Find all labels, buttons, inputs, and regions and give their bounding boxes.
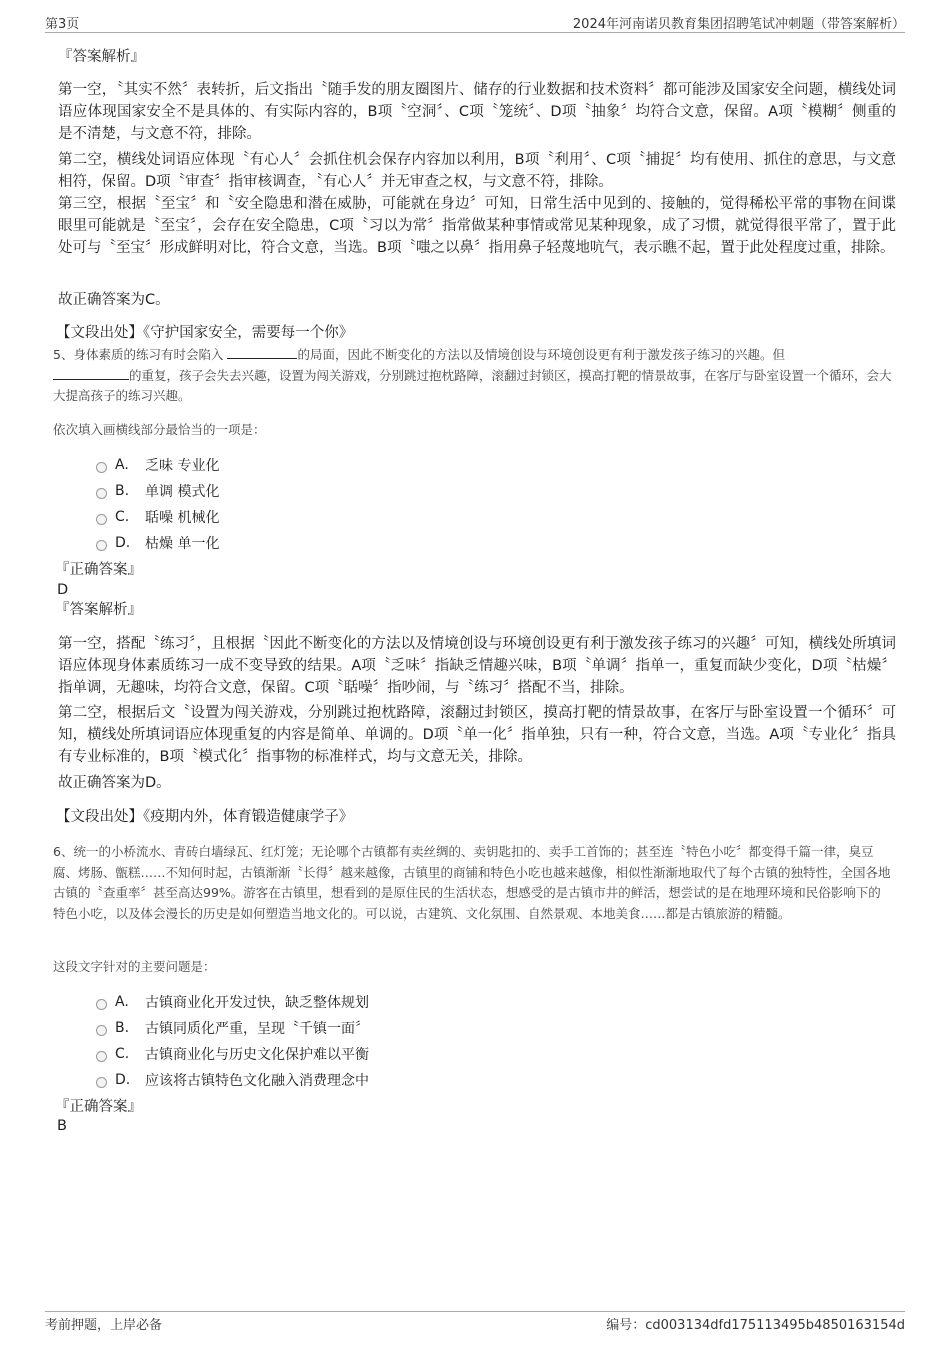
page-number: 第3页 (45, 17, 80, 32)
option-text: 古镇商业化与历史文化保护难以平衡 (145, 1047, 369, 1063)
footer-slogan: 考前押题，上岸必备 (45, 1318, 163, 1333)
option-text: 乏味 专业化 (145, 458, 220, 474)
option-letter: A. (115, 457, 129, 473)
option-d[interactable] (96, 533, 219, 553)
question-5-text (53, 345, 893, 407)
correct-answer: D (57, 582, 69, 598)
option-c[interactable] (96, 1044, 369, 1064)
question-text: 的重复，孩子会失去兴趣，设置为闯关游戏，分别跳过抱枕路障，滚翻过封锁区，摸高打靶的情景故事，在客厅与卧室设置一个循环，会大大提高孩子的练习兴趣。 (53, 367, 892, 403)
option-letter: D. (115, 535, 131, 551)
footer-divider (45, 1311, 905, 1312)
analysis-paragraph: 第二空，根据后文〝设置为闯关游戏，分别跳过抱枕路障，滚翻过封锁区，摸高打靶的情景故事，在客厅与卧室设置一个循环〞可知，横线处所填词语应体现重复的内容是简单、单调的。D项〝单一化〞指单独，只有一种，符合文意，当选。A项〝专业化〞指具有专业标准的，B项〝模式化〞指事物的标准样式，均与文意无关，排除。 (58, 705, 896, 765)
conclusion: 故正确答案为D。 (58, 775, 171, 791)
radio-button[interactable] (96, 462, 107, 473)
question-6-text: 6、统一的小桥流水、青砖白墙绿瓦、红灯笼；无论哪个古镇都有卖丝绸的、卖钥匙扣的、卖手工首饰的；甚至连〝特色小吃〞都变得千篇一律，臭豆腐、烤肠、甑糕……不知何时起，古镇渐渐〝长得〞越来越像，古镇里的商铺和特色小吃也越来越像，相似性渐渐地取代了每个古镇的独特性，全国各地古镇的〝查重率〞甚至高达99%。游客在古镇里，想看到的是原住民的生活状态，想感受的是古镇市井的鲜活，想尝试的是在地理环境和民俗影响下的特色小吃，以及体会漫长的历史是如何塑造当地文化的。可以说，古建筑、文化氛围、自然景观、本地美食……都是古镇旅游的精髓。 (53, 844, 891, 921)
document-id: 编号：cd003134dfd175113495b4850163154d (606, 1318, 905, 1333)
blank-line (53, 367, 129, 380)
question-text: 5、身体素质的练习有时会陷入 (53, 347, 224, 362)
radio-button[interactable] (96, 999, 107, 1010)
correct-answer: B (57, 1118, 67, 1134)
analysis-label: 『答案解析』 (55, 602, 142, 618)
radio-button[interactable] (96, 540, 107, 551)
analysis-paragraph: 第二空，横线处词语应体现〝有心人〞会抓住机会保存内容加以利用，B项〝利用〞、C项〝捕捉〞均有使用、抓住的意思，与文意相符，保留。D项〝审查〞指审核调查，〝有心人〞并无审查之权，与文意不符，排除。 (58, 152, 896, 190)
source: 【文段出处】《疫期内外，体育锻造健康学子》 (56, 809, 354, 825)
radio-button[interactable] (96, 1077, 107, 1088)
option-text: 古镇商业化开发过快，缺乏整体规划 (145, 995, 369, 1011)
radio-button[interactable] (96, 514, 107, 525)
header-divider (45, 32, 905, 33)
option-a[interactable] (96, 455, 219, 475)
radio-button[interactable] (96, 1051, 107, 1062)
option-b[interactable] (96, 1018, 369, 1038)
option-letter: D. (115, 1072, 131, 1088)
analysis-label: 『答案解析』 (58, 49, 145, 65)
analysis-paragraph: 第三空，根据〝至宝〞和〝安全隐患和潜在威胁，可能就在身边〞可知，日常生活中见到的、接触的，觉得稀松平常的事物在间谍眼里可能就是〝至宝〞，会存在安全隐患，C项〝习以为常〞指常做某种事情或常见某种现象，成了习惯，就觉得很平常了，置于此处可与〝至宝〞形成鲜明对比，符合文意，当选。B项〝嗤之以鼻〞指用鼻子轻蔑地吭气，表示瞧不起，置于此处程度过重，排除。 (58, 196, 896, 256)
conclusion: 故正确答案为C。 (58, 292, 170, 308)
option-text: 枯燥 单一化 (145, 536, 220, 552)
option-a[interactable] (96, 992, 369, 1012)
document-title: 2024年河南诺贝教育集团招聘笔试冲刺题（带答案解析） (572, 17, 905, 32)
analysis-paragraph: 第一空，搭配〝练习〞，且根据〝因此不断变化的方法以及情境创设与环境创设更有利于激发孩子练习的兴趣〞可知，横线处所填词语应体现身体素质练习一成不变导致的结果。A项〝乏味〞指缺乏情趣兴味，B项〝单调〞指单一，重复而缺少变化，D项〝枯燥〞指单调，无趣味，均符合文意，保留。C项〝聒噪〞指吵闹，与〝练习〞搭配不当，排除。 (58, 636, 896, 696)
option-letter: C. (115, 1046, 130, 1062)
option-text: 应该将古镇特色文化融入消费理念中 (145, 1073, 369, 1089)
analysis-paragraph: 第一空，〝其实不然〞表转折，后文指出〝随手发的朋友圈图片、储存的行业数据和技术资料〞都可能涉及国家安全问题，横线处词语应体现国家安全不是具体的、有实际内容的，B项〝空洞〞、C项〝笼统〞、D项〝抽象〞均符合文意，保留。A项〝模糊〞侧重的是不清楚，与文意不符，排除。 (58, 82, 896, 142)
answer-label: 『正确答案』 (55, 562, 142, 578)
option-text: 聒噪 机械化 (145, 510, 220, 526)
question-prompt: 依次填入画横线部分最恰当的一项是： (53, 422, 266, 437)
option-text: 古镇同质化严重，呈现〝千镇一面〞 (145, 1021, 369, 1037)
question-text: 的局面，因此不断变化的方法以及情境创设与环境创设更有利于激发孩子练习的兴趣。但 (297, 347, 785, 362)
option-c[interactable] (96, 507, 219, 527)
option-letter: A. (115, 994, 129, 1010)
option-d[interactable] (96, 1070, 369, 1090)
option-letter: B. (115, 1020, 130, 1036)
option-letter: C. (115, 509, 130, 525)
source: 【文段出处】《守护国家安全，需要每一个你》 (56, 325, 354, 341)
blank-line (227, 346, 297, 359)
radio-button[interactable] (96, 488, 107, 499)
answer-label: 『正确答案』 (55, 1099, 142, 1115)
radio-button[interactable] (96, 1025, 107, 1036)
option-letter: B. (115, 483, 130, 499)
option-text: 单调 模式化 (145, 484, 220, 500)
option-b[interactable] (96, 481, 219, 501)
question-prompt: 这段文字针对的主要问题是： (53, 959, 216, 974)
